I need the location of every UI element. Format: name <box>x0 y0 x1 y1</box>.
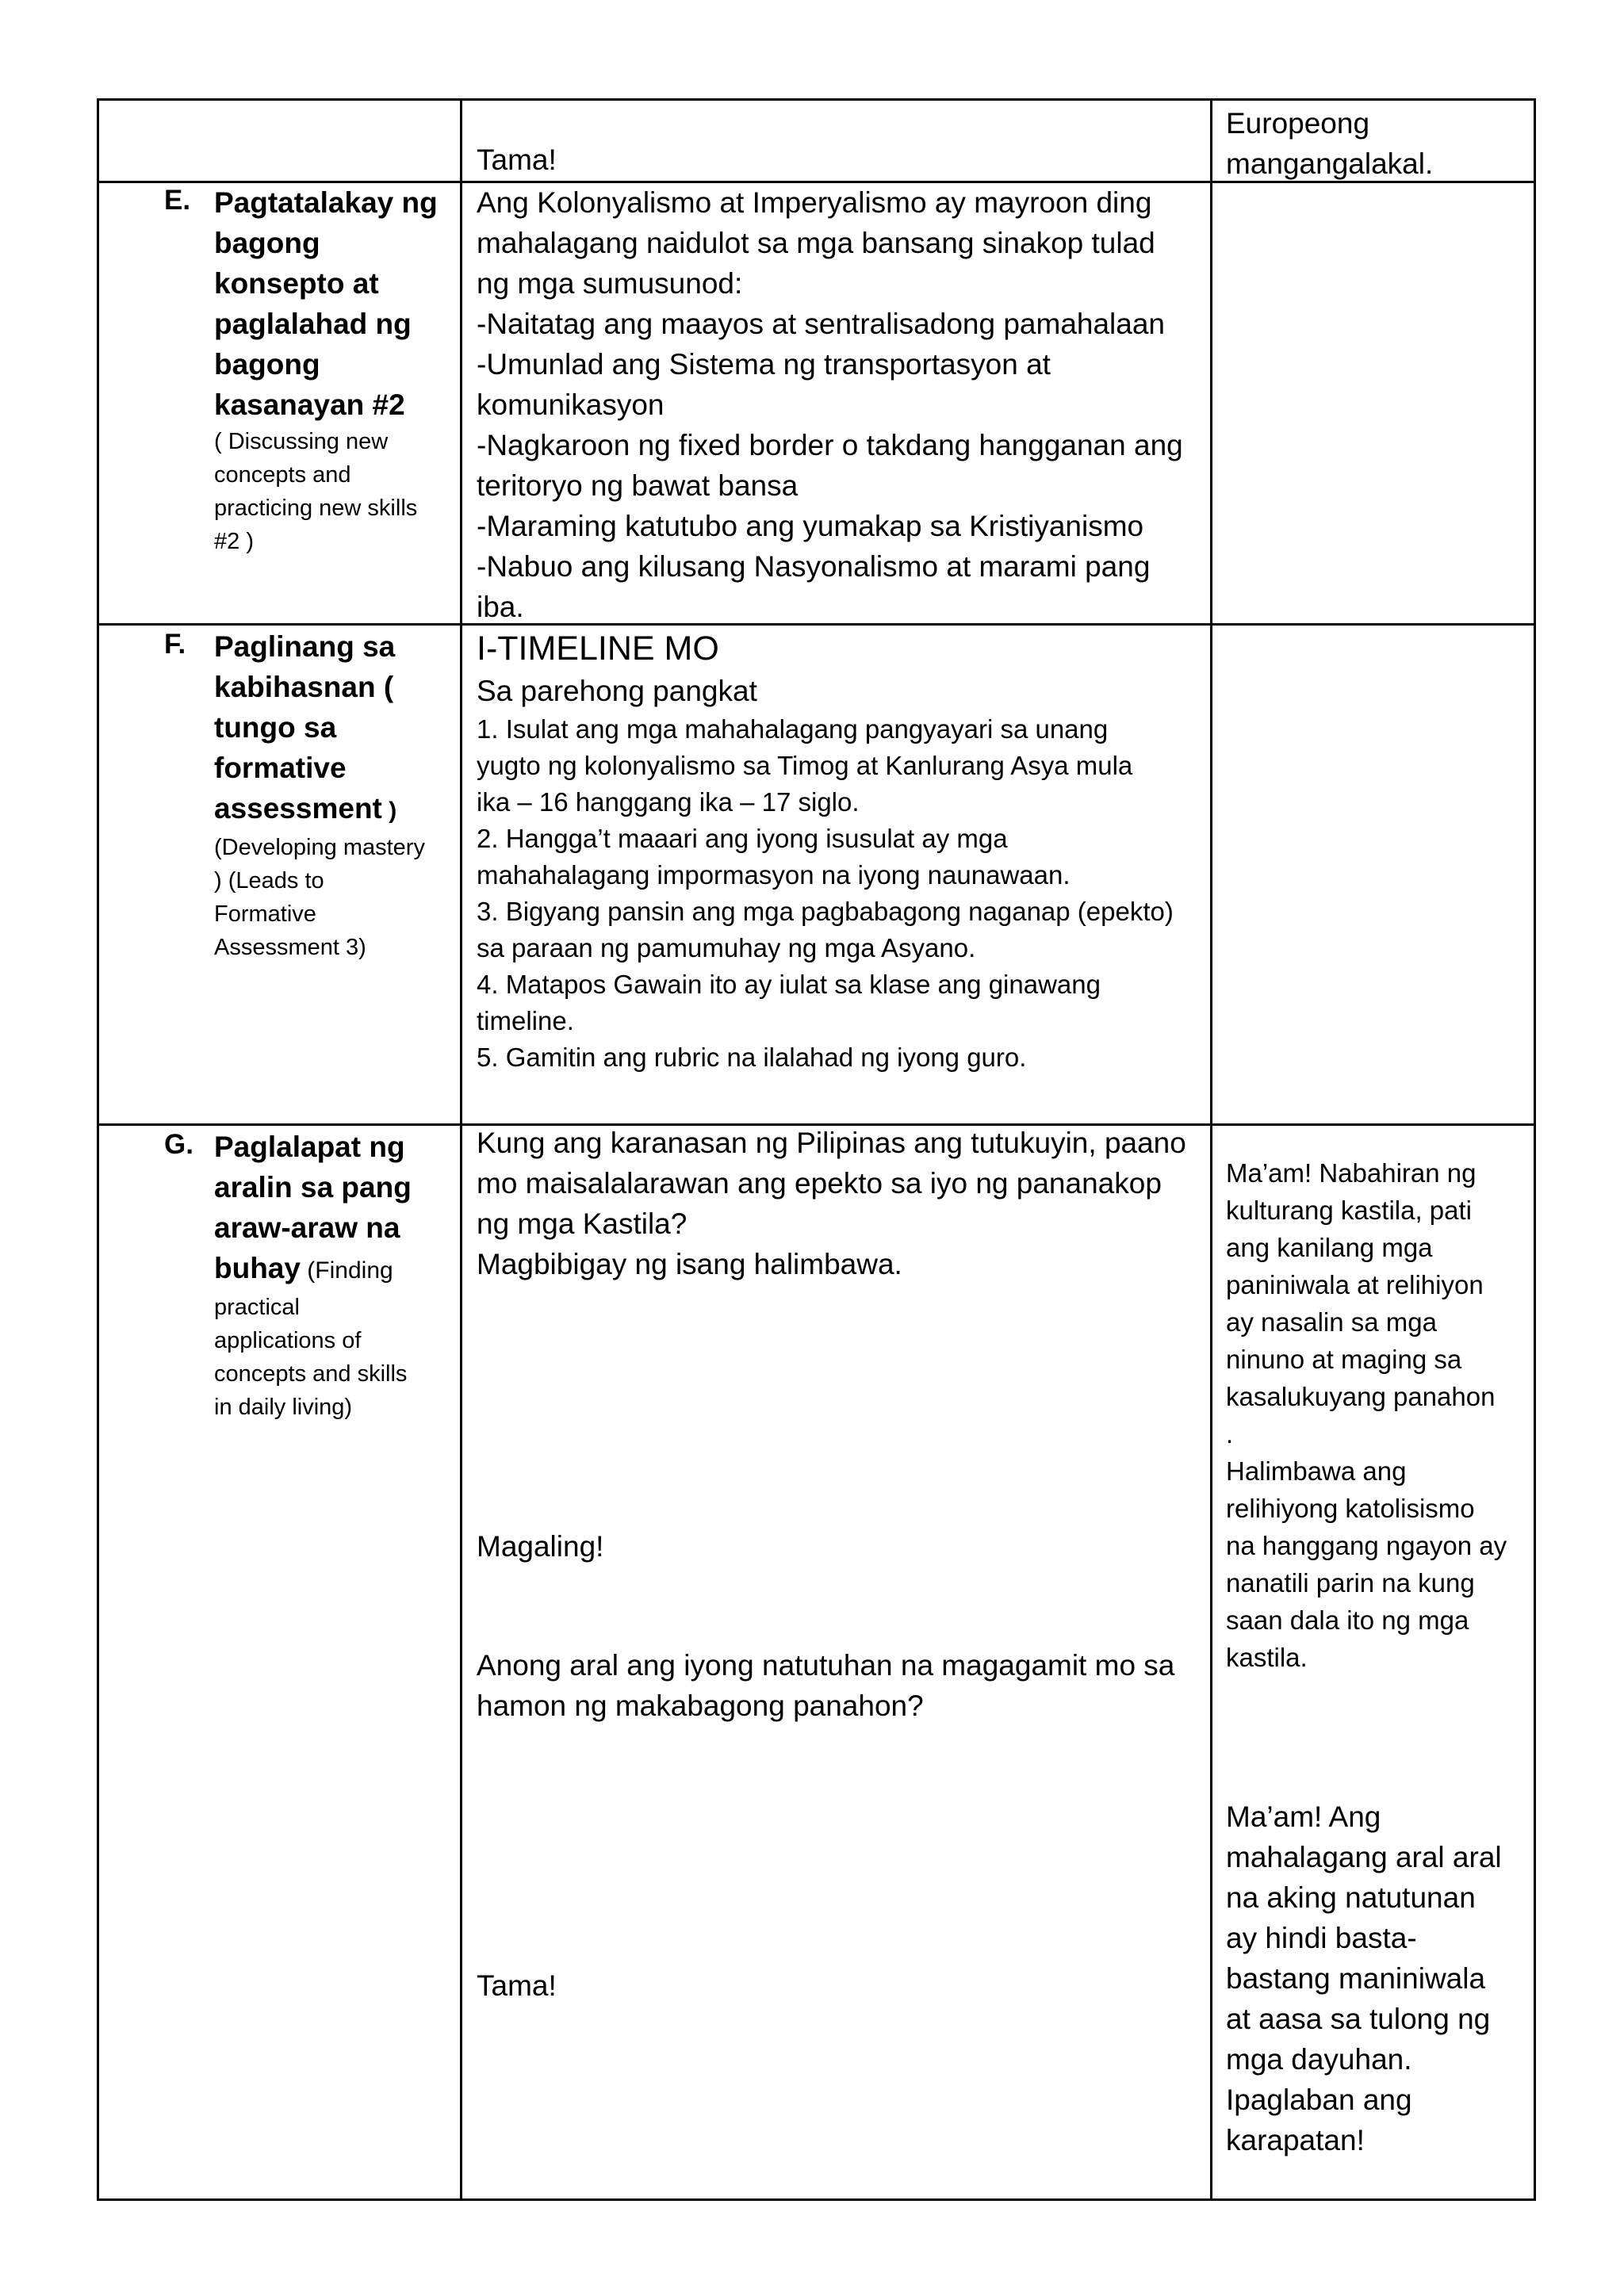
row-g-question-1-line: Kung ang karanasan ng Pilipinas ang tutukuyin, paano <box>477 1127 1186 1159</box>
top-row-right-line: mangangalakal. <box>1226 147 1434 180</box>
row-g-subtitle-line: practical <box>214 1295 300 1320</box>
row-g-label <box>214 1127 412 1424</box>
row-f-step-line: 2. Hangga’t maaari ang iyong isusulat ay mga <box>477 824 1008 853</box>
table-border-left <box>97 98 99 2201</box>
row-e-content-line: -Naitatag ang maayos at sentralisadong pamahalaan <box>477 308 1166 340</box>
row-e-content-line: -Umunlad ang Sistema ng transportasyon at <box>477 348 1051 381</box>
row-g-title-line: Paglalapat ng <box>214 1131 405 1163</box>
row-e-content <box>477 182 1183 627</box>
row-g-answer-1-line: na hanggang ngayon ay <box>1226 1531 1507 1560</box>
row-f-title-line: Paglinang sa <box>214 630 396 663</box>
row-g-answer-2-line: na aking natutunan <box>1226 1881 1476 1914</box>
table-border-right <box>1534 98 1536 2201</box>
row-f-subtitle-line: Formative <box>214 901 316 927</box>
row-f-title-suffix: ) <box>381 798 397 824</box>
row-g-answer-1-line: ang kanilang mga <box>1226 1233 1433 1262</box>
row-e-label <box>214 182 438 558</box>
row-f-title-line: kabihasnan ( <box>214 671 394 703</box>
row-e-content-line: iba. <box>477 591 524 623</box>
row-e-subtitle <box>214 425 438 558</box>
row-g-answer-2-line: Ipaglaban ang <box>1226 2084 1412 2116</box>
row-g-answer-1-line: ay nasalin sa mga <box>1226 1307 1437 1337</box>
row-e-title-line: kasanayan #2 <box>214 388 405 421</box>
row-g-title-line: aralin sa pang <box>214 1171 412 1203</box>
row-e-subtitle-line: ( Discussing new <box>214 429 389 454</box>
row-g-answer-2-line: karapatan! <box>1226 2124 1365 2156</box>
row-g-subtitle-line: in daily living) <box>214 1395 353 1420</box>
row-f-letter: F. <box>164 629 186 660</box>
top-row-right-text <box>1226 103 1433 184</box>
row-g-answer-1-line: relihiyong katolisismo <box>1226 1494 1475 1523</box>
row-g-question-2-line: hamon ng makabagong panahon? <box>477 1689 924 1722</box>
row-g-feedback-2-text: Tama! <box>477 1969 557 2002</box>
row-f-subtitle-line: (Developing mastery <box>214 835 425 860</box>
row-f-title-line <box>214 788 425 831</box>
row-f-title <box>214 626 425 831</box>
row-e-content-line: -Nagkaroon ng fixed border o takdang hangganan ang <box>477 429 1183 461</box>
row-g-answer-2-line: ay hindi basta- <box>1226 1922 1417 1954</box>
row-g-subtitle <box>214 1291 412 1424</box>
table-divider-2 <box>1210 98 1212 2201</box>
row-f-step-line: 3. Bigyang pansin ang mga pagbabagong naganap (epekto) <box>477 897 1174 926</box>
row-f-step-line: sa paraan ng pamumuhay ng mga Asyano. <box>477 933 976 962</box>
row-g-title-suffix: (Finding <box>300 1257 393 1284</box>
row-g-question-1 <box>477 1123 1186 1284</box>
row-f-steps <box>477 711 1174 1076</box>
row-g-feedback-1-text: Magaling! <box>477 1530 604 1563</box>
row-f-step-line: 1. Isulat ang mga mahahalagang pangyayari sa unang <box>477 714 1109 744</box>
row-g-subtitle-line: applications of <box>214 1328 362 1353</box>
row-f-intro: Sa parehong pangkat <box>477 675 757 707</box>
row-e-title-line: paglalahad ng <box>214 308 412 340</box>
row-e-title-line: konsepto at <box>214 267 379 300</box>
row-f-step-line: 4. Matapos Gawain ito ay iulat sa klase ang ginawang <box>477 970 1101 999</box>
row-f-subtitle-line: ) (Leads to <box>214 868 324 894</box>
row-g-answer-1-line: saan dala ito ng mga <box>1226 1605 1469 1635</box>
row-g-question-1-line: mo maisalalarawan ang epekto sa iyo ng pananakop <box>477 1167 1162 1200</box>
row-e-content-line: -Nabuo ang kilusang Nasyonalismo at marami pang <box>477 550 1151 583</box>
row-g-answer-1-line: paniniwala at relihiyon <box>1226 1270 1484 1299</box>
row-g-answer-1-line: nanatili parin na kung <box>1226 1568 1475 1598</box>
row-e-content-line: komunikasyon <box>477 388 665 421</box>
row-e-title <box>214 182 438 425</box>
row-g-title-line: araw-araw na <box>214 1211 400 1244</box>
table-border-top <box>97 98 1536 101</box>
row-g-answer-1-line: Halimbawa ang <box>1226 1456 1407 1486</box>
row-g-answer-1-line: kastila. <box>1226 1643 1308 1672</box>
row-e-content-line: teritoryo ng bawat bansa <box>477 469 799 502</box>
row-g-question-1-line: Magbibigay ng isang halimbawa. <box>477 1248 902 1280</box>
row-g-question-2-line: Anong aral ang iyong natutuhan na magagamit mo sa <box>477 1649 1175 1682</box>
row-g-answer-1 <box>1226 1154 1507 1676</box>
row-f-title-line: formative <box>214 752 347 784</box>
row-f-content <box>477 626 1174 1076</box>
row-e-title-line: bagong <box>214 348 320 381</box>
row-g-answer-1-line: kulturang kastila, pati <box>1226 1196 1473 1225</box>
row-g-question-2 <box>477 1645 1174 1726</box>
row-g-answer-1-line: . <box>1226 1419 1234 1448</box>
row-g-feedback-2 <box>477 1965 557 2006</box>
row-e-content-line: mahalagang naidulot sa mga bansang sinakop tulad <box>477 227 1155 259</box>
row-g-feedback-1 <box>477 1526 603 1567</box>
row-g-title-last: buhay <box>214 1252 301 1284</box>
row-g-answer-1-line: ninuno at maging sa <box>1226 1345 1462 1374</box>
top-row-tama: Tama! <box>477 144 557 176</box>
row-g-answer-2-line: mahalagang aral aral <box>1226 1841 1502 1873</box>
row-g-title-line <box>214 1248 412 1291</box>
row-g-subtitle-line: concepts and skills <box>214 1361 408 1387</box>
row-f-step-line: timeline. <box>477 1006 574 1035</box>
row-g-answer-2-line: mga dayuhan. <box>1226 2043 1412 2076</box>
row-f-step-line: yugto ng kolonyalismo sa Timog at Kanlurang Asya mula <box>477 751 1133 780</box>
top-row-middle-text <box>477 140 557 180</box>
table-border-bottom <box>97 2198 1536 2201</box>
row-f-subtitle <box>214 831 425 964</box>
row-g-answer-2-line: Ma’am! Ang <box>1226 1800 1381 1833</box>
row-f-subtitle-line: Assessment 3) <box>214 935 366 960</box>
table-divider-1 <box>460 98 462 2201</box>
row-g-answer-1-line: Ma’am! Nabahiran ng <box>1226 1158 1477 1188</box>
row-g-letter: G. <box>164 1129 193 1160</box>
row-f-title-line: tungo sa <box>214 711 337 744</box>
row-g-answer-2 <box>1226 1797 1502 2160</box>
row-g-question-1-line: ng mga Kastila? <box>477 1207 688 1240</box>
row-f-step-line: 5. Gamitin ang rubric na ilalahad ng iyong guro. <box>477 1043 1027 1072</box>
row-e-subtitle-line: concepts and <box>214 462 351 488</box>
row-f-step-line: ika – 16 hanggang ika – 17 siglo. <box>477 787 860 817</box>
top-row-right-line: Europeong <box>1226 107 1370 140</box>
row-e-content-line: ng mga sumusunod: <box>477 267 743 300</box>
row-e-title-line: Pagtatalakay ng <box>214 186 438 219</box>
row-f-title-last: assessment <box>214 792 382 825</box>
row-e-content-line: Ang Kolonyalismo at Imperyalismo ay mayroon ding <box>477 186 1152 219</box>
row-f-heading: I-TIMELINE MO <box>477 629 719 668</box>
row-e-subtitle-line: #2 ) <box>214 529 254 554</box>
row-e-content-line: -Maraming katutubo ang yumakap sa Kristiyanismo <box>477 510 1144 542</box>
row-g-answer-2-line: at aasa sa tulong ng <box>1226 2003 1491 2035</box>
row-f-label <box>214 626 425 964</box>
row-e-subtitle-line: practicing new skills <box>214 496 418 521</box>
row-g-answer-1-line: kasalukuyang panahon <box>1226 1382 1496 1411</box>
row-g-title <box>214 1127 412 1291</box>
row-e-letter: E. <box>164 185 191 216</box>
row-g-answer-2-line: bastang maniniwala <box>1226 1962 1486 1995</box>
row-e-title-line: bagong <box>214 227 320 259</box>
row-f-step-line: mahahalagang impormasyon na iyong naunawaan. <box>477 860 1071 890</box>
